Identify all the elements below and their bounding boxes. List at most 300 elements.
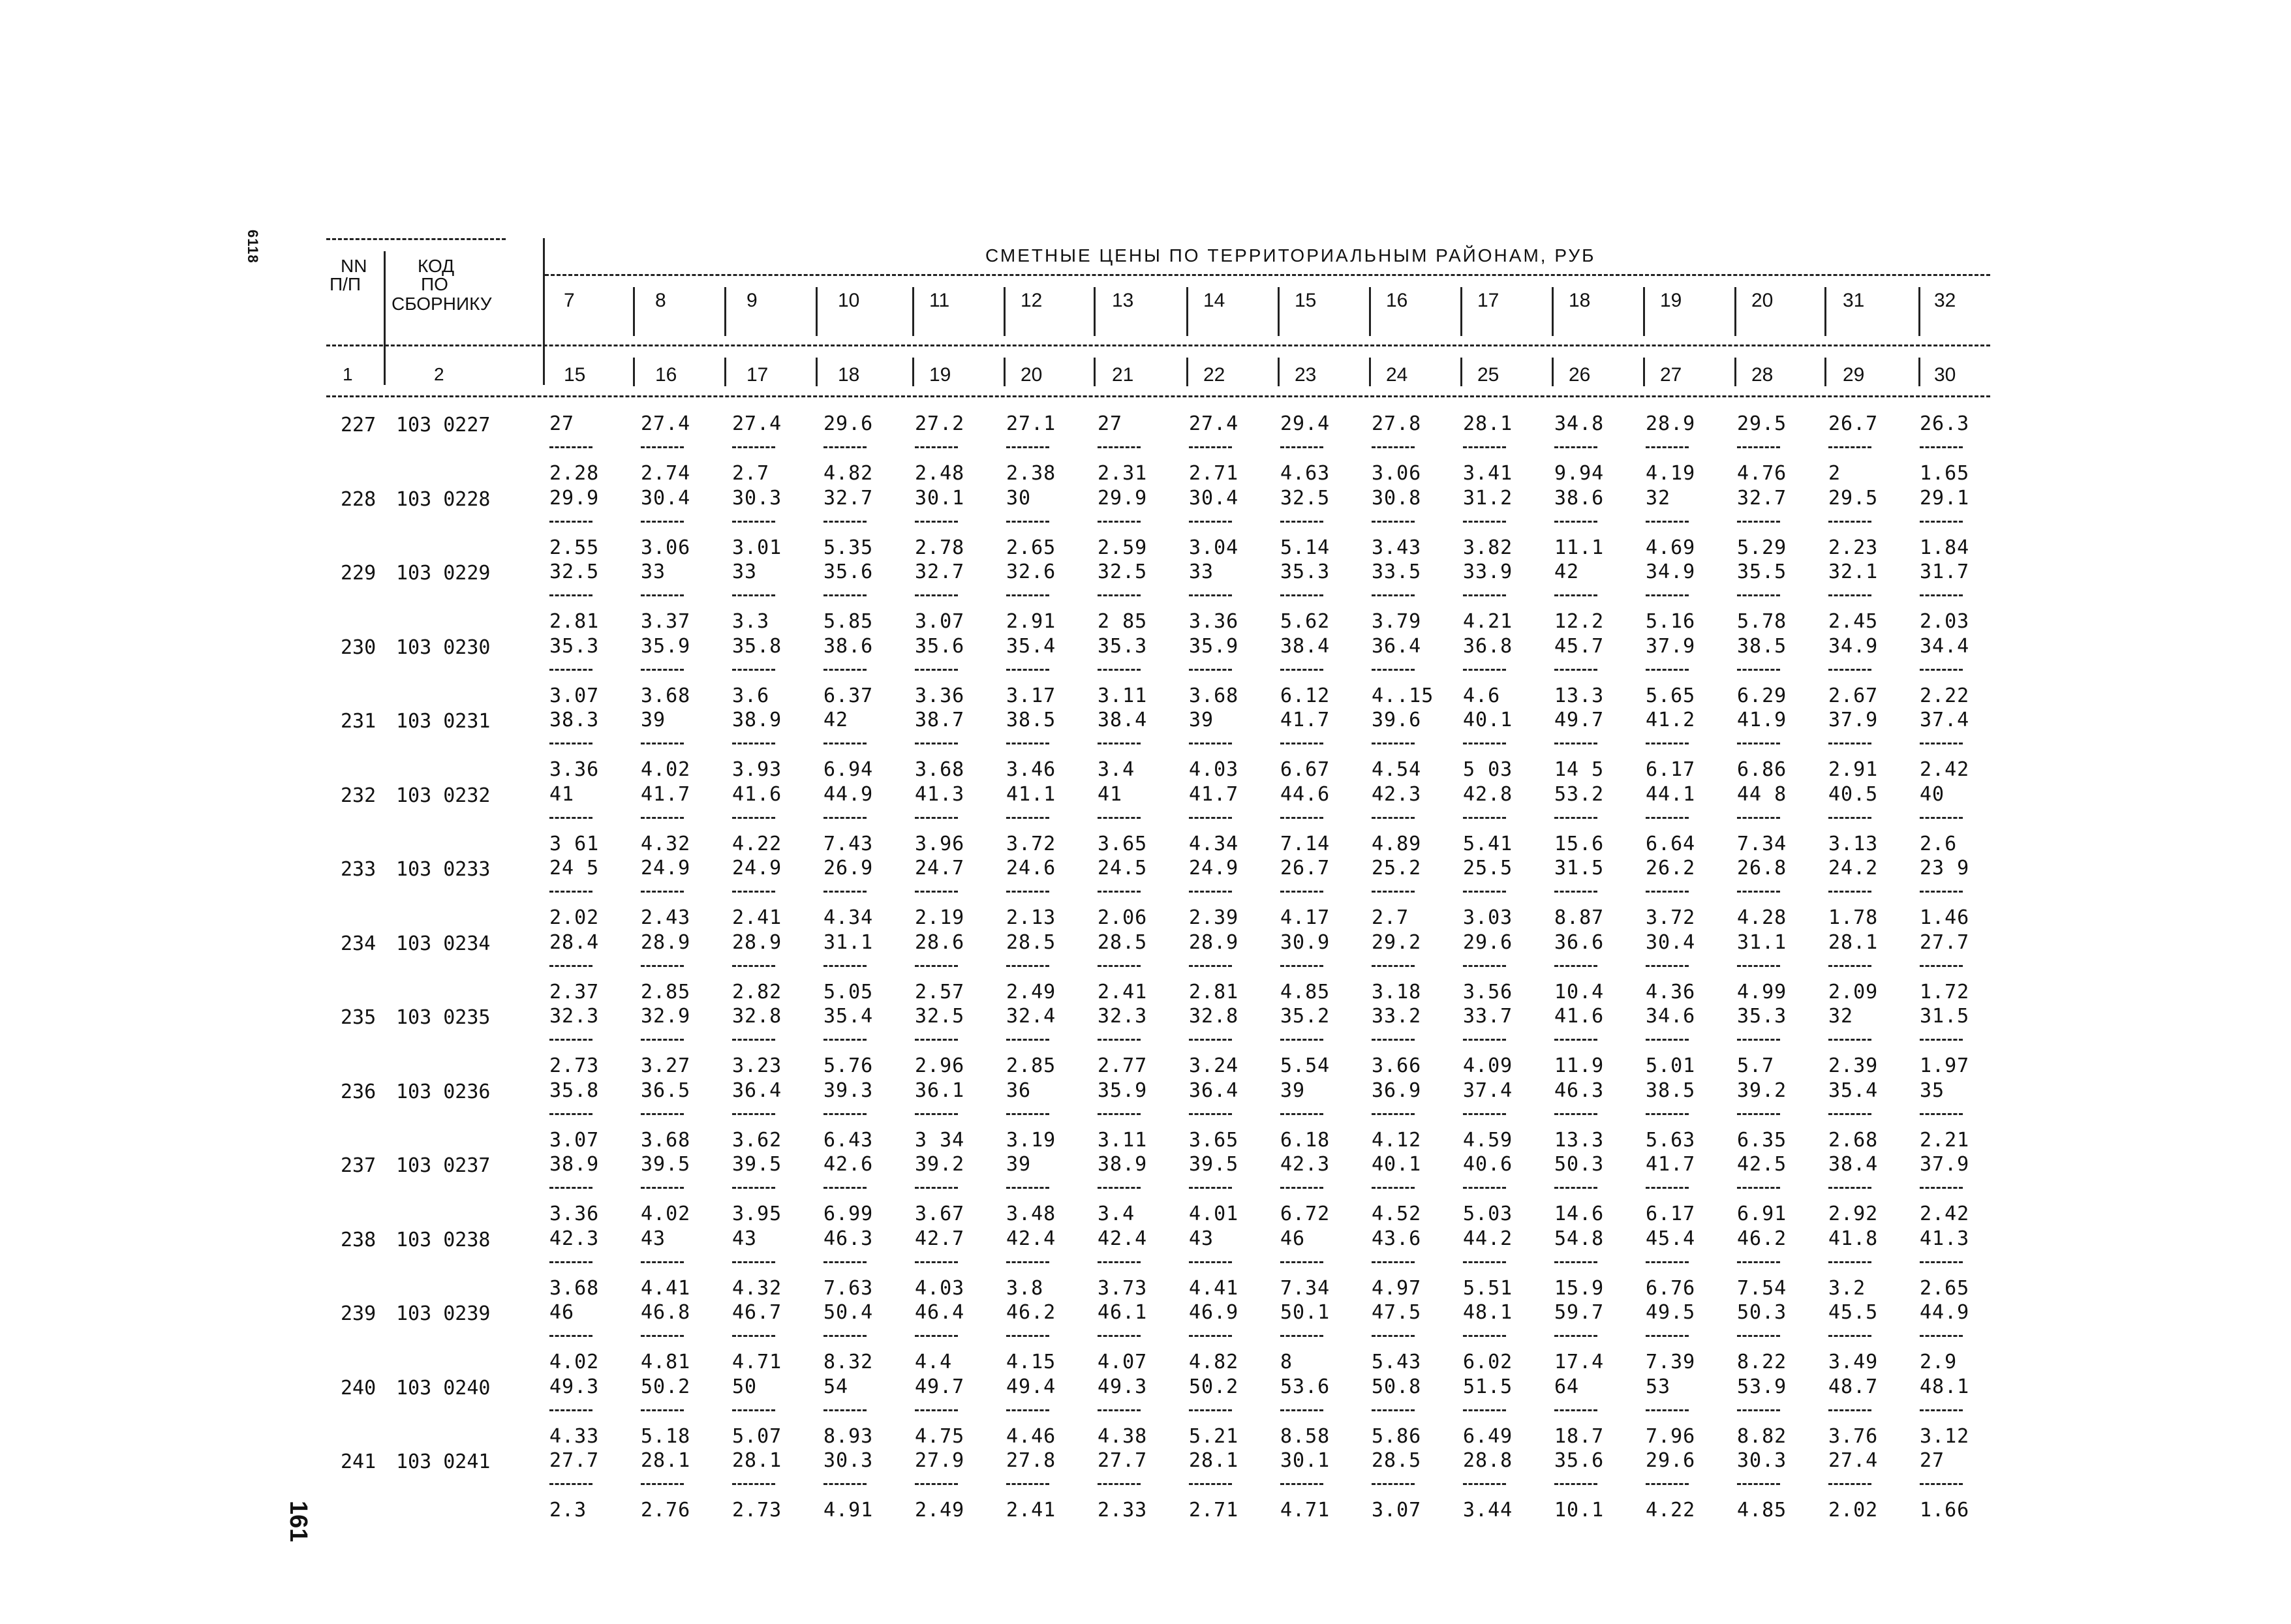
price-value: 35.4 bbox=[1006, 634, 1056, 658]
price-delta: 2.81 bbox=[1189, 980, 1239, 1004]
fraction-dash bbox=[1554, 1483, 1597, 1485]
price-delta: 6.43 bbox=[823, 1128, 874, 1152]
row-number: 238 bbox=[341, 1228, 377, 1251]
price-delta: 6.35 bbox=[1737, 1128, 1787, 1152]
fraction-dash bbox=[1372, 891, 1415, 893]
price-value: 46 bbox=[549, 1301, 575, 1324]
price-value: 35.9 bbox=[641, 634, 691, 658]
fraction-dash bbox=[1189, 446, 1232, 448]
header-column-rule bbox=[1460, 287, 1462, 336]
price-value: 28.1 bbox=[732, 1449, 782, 1472]
fraction-dash bbox=[1920, 965, 1963, 967]
fraction-dash bbox=[641, 1187, 684, 1189]
price-value: 38.6 bbox=[1554, 486, 1605, 510]
fraction-dash bbox=[823, 743, 867, 744]
price-delta: 13.3 bbox=[1554, 684, 1605, 707]
fraction-dash bbox=[1554, 1335, 1597, 1337]
row-number: 241 bbox=[341, 1450, 377, 1473]
fraction-dash bbox=[1280, 1261, 1323, 1263]
row-code: 103 0235 bbox=[396, 1006, 491, 1029]
price-delta: 14 5 bbox=[1554, 758, 1605, 781]
price-value: 32.4 bbox=[1006, 1005, 1056, 1028]
page-number: 161 bbox=[284, 1501, 312, 1542]
price-value: 35.2 bbox=[1280, 1005, 1330, 1028]
price-delta: 11.1 bbox=[1554, 536, 1605, 559]
price-delta: 4.09 bbox=[1463, 1054, 1513, 1077]
price-delta: 5.86 bbox=[1372, 1424, 1422, 1448]
row-code: 103 0237 bbox=[396, 1154, 491, 1177]
price-value: 49.7 bbox=[1554, 709, 1605, 731]
price-delta: 5.85 bbox=[823, 610, 874, 633]
fraction-dash bbox=[1006, 1113, 1049, 1115]
fraction-dash bbox=[641, 446, 684, 448]
price-value: 41.8 bbox=[1828, 1227, 1879, 1250]
fraction-dash bbox=[1737, 743, 1780, 744]
price-value: 42.3 bbox=[549, 1227, 600, 1250]
fraction-dash bbox=[1372, 669, 1415, 671]
header-column-rule bbox=[633, 358, 635, 386]
price-value: 30.3 bbox=[823, 1449, 874, 1472]
price-value: 41.3 bbox=[915, 782, 965, 806]
price-delta: 3.65 bbox=[1189, 1128, 1239, 1152]
price-delta: 2.49 bbox=[1006, 980, 1056, 1004]
fraction-dash bbox=[1828, 817, 1871, 819]
fraction-dash bbox=[1006, 669, 1049, 671]
fraction-dash bbox=[1554, 446, 1597, 448]
region-number-bottom: 21 bbox=[1112, 364, 1134, 386]
fraction-dash bbox=[732, 891, 775, 893]
fraction-dash bbox=[641, 1113, 684, 1115]
fraction-dash bbox=[915, 1113, 958, 1115]
fraction-dash bbox=[1372, 1187, 1415, 1189]
price-delta: 14.6 bbox=[1554, 1203, 1605, 1225]
price-delta: 4.6 bbox=[1463, 684, 1501, 707]
price-delta: 3.72 bbox=[1646, 906, 1696, 929]
price-value: 27.4 bbox=[1828, 1449, 1879, 1472]
price-value: 46.7 bbox=[732, 1301, 782, 1324]
price-delta: 4.03 bbox=[915, 1276, 965, 1300]
fraction-dash bbox=[1006, 1335, 1049, 1337]
price-delta: 1.65 bbox=[1920, 462, 1970, 485]
price-delta: 2.06 bbox=[1098, 906, 1148, 929]
price-value: 28.9 bbox=[1646, 412, 1696, 435]
price-value: 31.7 bbox=[1920, 560, 1970, 583]
fraction-dash bbox=[1189, 1483, 1232, 1485]
price-value: 24 5 bbox=[549, 857, 600, 880]
fraction-dash bbox=[1646, 965, 1689, 967]
price-value: 30.1 bbox=[1280, 1449, 1330, 1472]
fraction-dash bbox=[1006, 446, 1049, 448]
price-delta: 3.24 bbox=[1189, 1054, 1239, 1077]
fraction-dash bbox=[1372, 743, 1415, 744]
region-number-bottom: 28 bbox=[1751, 364, 1774, 386]
price-value: 53.9 bbox=[1737, 1375, 1787, 1398]
fraction-dash bbox=[915, 521, 958, 523]
row-number: 237 bbox=[341, 1154, 377, 1177]
fraction-dash bbox=[1463, 594, 1506, 596]
fraction-dash bbox=[549, 743, 592, 744]
fraction-dash bbox=[823, 1483, 867, 1485]
row-code: 103 0241 bbox=[396, 1450, 491, 1473]
price-delta: 2.45 bbox=[1828, 610, 1879, 633]
fraction-dash bbox=[1280, 743, 1323, 744]
fraction-dash bbox=[1463, 669, 1506, 671]
header-nn: NN bbox=[341, 256, 367, 276]
fraction-dash bbox=[915, 594, 958, 596]
fraction-dash bbox=[641, 669, 684, 671]
price-value: 28.1 bbox=[641, 1449, 691, 1472]
header-sborniku: СБОРНИКУ bbox=[392, 294, 492, 314]
price-delta: 4..15 bbox=[1372, 684, 1434, 707]
price-value: 36 bbox=[1006, 1079, 1032, 1102]
fraction-dash bbox=[1828, 1409, 1871, 1411]
price-delta: 3.8 bbox=[1006, 1276, 1044, 1300]
price-value: 41.1 bbox=[1006, 782, 1056, 806]
price-delta: 5.43 bbox=[1372, 1351, 1422, 1373]
fraction-dash bbox=[1920, 891, 1963, 893]
price-delta: 5.78 bbox=[1737, 610, 1787, 633]
price-value: 49.3 bbox=[1098, 1375, 1148, 1398]
region-number-top: 17 bbox=[1477, 290, 1499, 311]
region-number-top: 11 bbox=[929, 290, 950, 311]
price-delta: 4.75 bbox=[915, 1424, 965, 1448]
fraction-dash bbox=[1098, 1335, 1141, 1337]
fraction-dash bbox=[1646, 1483, 1689, 1485]
price-delta: 3.65 bbox=[1098, 832, 1148, 855]
price-value: 31.1 bbox=[1737, 930, 1787, 954]
price-value: 32.7 bbox=[915, 560, 965, 583]
fraction-dash bbox=[1828, 446, 1871, 448]
fraction-dash bbox=[1737, 891, 1780, 893]
price-value: 39 bbox=[641, 709, 666, 731]
price-value: 35.9 bbox=[1189, 634, 1239, 658]
price-value: 42 bbox=[823, 709, 849, 731]
price-delta: 5.35 bbox=[823, 536, 874, 559]
price-delta: 3.36 bbox=[549, 1203, 600, 1225]
fraction-dash bbox=[1554, 965, 1597, 967]
price-delta: 4.52 bbox=[1372, 1203, 1422, 1225]
row-number: 230 bbox=[341, 636, 377, 659]
price-delta: 3.17 bbox=[1006, 684, 1056, 707]
price-delta: 1.97 bbox=[1920, 1054, 1970, 1077]
fraction-dash bbox=[1828, 521, 1871, 523]
header-column-rule bbox=[1918, 358, 1920, 386]
price-delta: 2.6 bbox=[1920, 832, 1958, 855]
header-pp: П/П bbox=[330, 274, 361, 294]
price-delta: 2.19 bbox=[915, 906, 965, 929]
fraction-dash bbox=[915, 1409, 958, 1411]
fraction-dash bbox=[915, 1039, 958, 1041]
fraction-dash bbox=[1280, 891, 1323, 893]
price-delta: 3.67 bbox=[915, 1203, 965, 1225]
price-value: 49.3 bbox=[549, 1375, 600, 1398]
price-delta: 2.39 bbox=[1828, 1054, 1879, 1077]
price-delta: 17.4 bbox=[1554, 1351, 1605, 1373]
region-number-bottom: 27 bbox=[1660, 364, 1682, 386]
row-code: 103 0234 bbox=[396, 932, 491, 955]
price-value: 42 bbox=[1554, 560, 1580, 583]
price-value: 27 bbox=[1920, 1449, 1945, 1472]
price-delta: 4.71 bbox=[732, 1351, 782, 1373]
fraction-dash bbox=[1098, 594, 1141, 596]
region-number-top: 13 bbox=[1112, 290, 1134, 311]
header-po: ПО bbox=[421, 274, 448, 294]
price-value: 40.1 bbox=[1372, 1153, 1422, 1176]
fraction-dash bbox=[1646, 1039, 1689, 1041]
fraction-dash bbox=[1189, 1261, 1232, 1263]
price-delta: 4.89 bbox=[1372, 832, 1422, 855]
region-number-top: 16 bbox=[1386, 290, 1408, 311]
price-value: 39.5 bbox=[732, 1153, 782, 1176]
fraction-dash bbox=[549, 1039, 592, 1041]
price-value: 41.7 bbox=[641, 782, 691, 806]
price-delta: 7.14 bbox=[1280, 832, 1330, 855]
price-delta: 5.03 bbox=[1463, 1203, 1513, 1225]
price-delta: 5.14 bbox=[1280, 536, 1330, 559]
price-value: 53 bbox=[1646, 1375, 1671, 1398]
header-column-rule bbox=[384, 251, 386, 385]
price-delta: 4.02 bbox=[549, 1351, 600, 1373]
fraction-dash bbox=[549, 521, 592, 523]
price-delta: 8.22 bbox=[1737, 1351, 1787, 1373]
fraction-dash bbox=[1737, 1261, 1780, 1263]
price-value: 50.3 bbox=[1554, 1153, 1605, 1176]
price-value: 41.7 bbox=[1189, 782, 1239, 806]
header-column-rule bbox=[633, 287, 635, 336]
price-delta: 2.41 bbox=[732, 906, 782, 929]
fraction-dash bbox=[1920, 1039, 1963, 1041]
fraction-dash bbox=[1280, 1483, 1323, 1485]
price-delta: 3.76 bbox=[1828, 1424, 1879, 1448]
fraction-dash bbox=[1280, 669, 1323, 671]
fraction-dash bbox=[549, 1409, 592, 1411]
price-delta: 3.68 bbox=[915, 758, 965, 781]
price-delta: 4.85 bbox=[1737, 1499, 1787, 1522]
fraction-dash bbox=[915, 891, 958, 893]
price-value: 26.7 bbox=[1828, 412, 1879, 435]
price-delta: 3.3 bbox=[732, 610, 770, 633]
price-value: 25.2 bbox=[1372, 857, 1422, 880]
price-value: 32.7 bbox=[1737, 486, 1787, 510]
price-delta: 3.93 bbox=[732, 758, 782, 781]
price-delta: 3.27 bbox=[641, 1054, 691, 1077]
price-delta: 6.76 bbox=[1646, 1276, 1696, 1300]
price-value: 53.6 bbox=[1280, 1375, 1330, 1398]
price-delta: 4.36 bbox=[1646, 980, 1696, 1004]
row-code: 103 0238 bbox=[396, 1228, 491, 1251]
row-code: 103 0233 bbox=[396, 858, 491, 881]
fraction-dash bbox=[1737, 446, 1780, 448]
fraction-dash bbox=[1372, 1483, 1415, 1485]
fraction-dash bbox=[1372, 1113, 1415, 1115]
price-delta: 3.82 bbox=[1463, 536, 1513, 559]
price-delta: 5.7 bbox=[1737, 1054, 1775, 1077]
price-value: 29.5 bbox=[1828, 486, 1879, 510]
price-delta: 3 34 bbox=[915, 1128, 965, 1152]
fraction-dash bbox=[1463, 1039, 1506, 1041]
price-value: 44.9 bbox=[823, 782, 874, 806]
price-delta: 4.85 bbox=[1280, 980, 1330, 1004]
fraction-dash bbox=[1737, 1187, 1780, 1189]
header-column-rule bbox=[1094, 287, 1096, 336]
price-delta: 4.97 bbox=[1372, 1276, 1422, 1300]
price-value: 29.1 bbox=[1920, 486, 1970, 510]
price-delta: 4.12 bbox=[1372, 1128, 1422, 1152]
price-value: 51.5 bbox=[1463, 1375, 1513, 1398]
row-number: 236 bbox=[341, 1080, 377, 1103]
price-delta: 2.9 bbox=[1920, 1351, 1958, 1373]
price-value: 28.5 bbox=[1006, 930, 1056, 954]
price-value: 28.6 bbox=[915, 930, 965, 954]
header-column-rule bbox=[912, 358, 914, 386]
price-delta: 4.82 bbox=[1189, 1351, 1239, 1373]
price-delta: 2.73 bbox=[549, 1054, 600, 1077]
fraction-dash bbox=[549, 817, 592, 819]
price-delta: 4.02 bbox=[641, 758, 691, 781]
price-value: 34.9 bbox=[1828, 634, 1879, 658]
price-delta: 5.01 bbox=[1646, 1054, 1696, 1077]
region-number-bottom: 18 bbox=[838, 364, 860, 386]
price-delta: 2.81 bbox=[549, 610, 600, 633]
price-value: 29.6 bbox=[1463, 930, 1513, 954]
fraction-dash bbox=[1006, 1261, 1049, 1263]
price-delta: 5.05 bbox=[823, 980, 874, 1004]
price-delta: 2.65 bbox=[1006, 536, 1056, 559]
price-value: 32.5 bbox=[915, 1005, 965, 1028]
price-value: 46.3 bbox=[823, 1227, 874, 1250]
price-value: 28.5 bbox=[1372, 1449, 1422, 1472]
fraction-dash bbox=[1463, 817, 1506, 819]
header-column-rule bbox=[912, 287, 914, 336]
price-delta: 8.87 bbox=[1554, 906, 1605, 929]
price-value: 28.5 bbox=[1098, 930, 1148, 954]
fraction-dash bbox=[1098, 1261, 1141, 1263]
fraction-dash bbox=[1006, 743, 1049, 744]
fraction-dash bbox=[1737, 1335, 1780, 1337]
fraction-dash bbox=[1646, 1409, 1689, 1411]
price-delta: 2.09 bbox=[1828, 980, 1879, 1004]
price-delta: 2.71 bbox=[1189, 1499, 1239, 1522]
price-delta: 3.06 bbox=[641, 536, 691, 559]
fraction-dash bbox=[1098, 1039, 1141, 1041]
price-value: 28.9 bbox=[641, 930, 691, 954]
price-delta: 2.31 bbox=[1098, 462, 1148, 485]
price-value: 31.1 bbox=[823, 930, 874, 954]
fraction-dash bbox=[1737, 1039, 1780, 1041]
price-value: 35 bbox=[1920, 1079, 1945, 1102]
fraction-dash bbox=[1828, 1187, 1871, 1189]
price-value: 24.9 bbox=[732, 857, 782, 880]
price-value: 35.9 bbox=[1098, 1079, 1148, 1102]
price-delta: 2.73 bbox=[732, 1499, 782, 1522]
price-value: 40.5 bbox=[1828, 782, 1879, 806]
fraction-dash bbox=[1737, 521, 1780, 523]
price-value: 46.8 bbox=[641, 1301, 691, 1324]
price-delta: 3.56 bbox=[1463, 980, 1513, 1004]
fraction-dash bbox=[1828, 1113, 1871, 1115]
price-delta: 3.68 bbox=[1189, 684, 1239, 707]
price-value: 33.5 bbox=[1372, 560, 1422, 583]
price-value: 39 bbox=[1280, 1079, 1306, 1102]
price-value: 32 bbox=[1646, 486, 1671, 510]
fraction-dash bbox=[1646, 1335, 1689, 1337]
row-number: 240 bbox=[341, 1376, 377, 1400]
price-delta: 2.21 bbox=[1920, 1128, 1970, 1152]
fraction-dash bbox=[1280, 521, 1323, 523]
price-delta: 3.18 bbox=[1372, 980, 1422, 1004]
price-value: 38.9 bbox=[1098, 1153, 1148, 1176]
fraction-dash bbox=[1280, 1113, 1323, 1115]
price-value: 38.4 bbox=[1828, 1153, 1879, 1176]
header-col-1: 1 bbox=[343, 364, 353, 384]
price-value: 28.9 bbox=[732, 930, 782, 954]
fraction-dash bbox=[1372, 965, 1415, 967]
price-value: 27.7 bbox=[1098, 1449, 1148, 1472]
fraction-dash bbox=[1098, 817, 1141, 819]
fraction-dash bbox=[1737, 817, 1780, 819]
header-column-rule bbox=[1186, 358, 1188, 386]
price-value: 29.9 bbox=[1098, 486, 1148, 510]
price-delta: 3.37 bbox=[641, 610, 691, 633]
header-column-rule bbox=[1278, 287, 1280, 336]
fraction-dash bbox=[1920, 521, 1963, 523]
region-number-top: 15 bbox=[1295, 290, 1317, 311]
price-delta: 4.17 bbox=[1280, 906, 1330, 929]
price-delta: 4.71 bbox=[1280, 1499, 1330, 1522]
price-delta: 2.23 bbox=[1828, 536, 1879, 559]
fraction-dash bbox=[732, 743, 775, 744]
price-delta: 2.82 bbox=[732, 980, 782, 1004]
fraction-dash bbox=[1372, 1039, 1415, 1041]
price-value: 41.7 bbox=[1646, 1153, 1696, 1176]
price-delta: 2.42 bbox=[1920, 758, 1970, 781]
fraction-dash bbox=[1920, 817, 1963, 819]
fraction-dash bbox=[732, 1409, 775, 1411]
price-value: 44.9 bbox=[1920, 1301, 1970, 1324]
price-delta: 2.85 bbox=[641, 980, 691, 1004]
price-value: 29.5 bbox=[1737, 412, 1787, 435]
fraction-dash bbox=[549, 669, 592, 671]
price-value: 39 bbox=[1006, 1153, 1032, 1176]
price-value: 29.6 bbox=[1646, 1449, 1696, 1472]
price-delta: 2.91 bbox=[1828, 758, 1879, 781]
price-value: 28.1 bbox=[1463, 412, 1513, 435]
price-value: 42.3 bbox=[1372, 782, 1422, 806]
price-delta: 4.69 bbox=[1646, 536, 1696, 559]
fraction-dash bbox=[1098, 521, 1141, 523]
price-value: 26.2 bbox=[1646, 857, 1696, 880]
price-value: 36.4 bbox=[1189, 1079, 1239, 1102]
price-delta: 3.95 bbox=[732, 1203, 782, 1225]
fraction-dash bbox=[1189, 521, 1232, 523]
price-delta: 3.68 bbox=[641, 1128, 691, 1152]
price-value: 27.8 bbox=[1006, 1449, 1056, 1472]
header-column-rule bbox=[1734, 358, 1736, 386]
fraction-dash bbox=[549, 594, 592, 596]
fraction-dash bbox=[1098, 965, 1141, 967]
price-delta: 1.46 bbox=[1920, 906, 1970, 929]
fraction-dash bbox=[549, 1113, 592, 1115]
fraction-dash bbox=[1554, 521, 1597, 523]
fraction-dash bbox=[1920, 1187, 1963, 1189]
price-value: 48.7 bbox=[1828, 1375, 1879, 1398]
price-delta: 4.07 bbox=[1098, 1351, 1148, 1373]
price-value: 26.9 bbox=[823, 857, 874, 880]
fraction-dash bbox=[1554, 743, 1597, 744]
price-delta: 3.19 bbox=[1006, 1128, 1056, 1152]
header-column-rule bbox=[543, 238, 545, 385]
fraction-dash bbox=[1006, 1483, 1049, 1485]
